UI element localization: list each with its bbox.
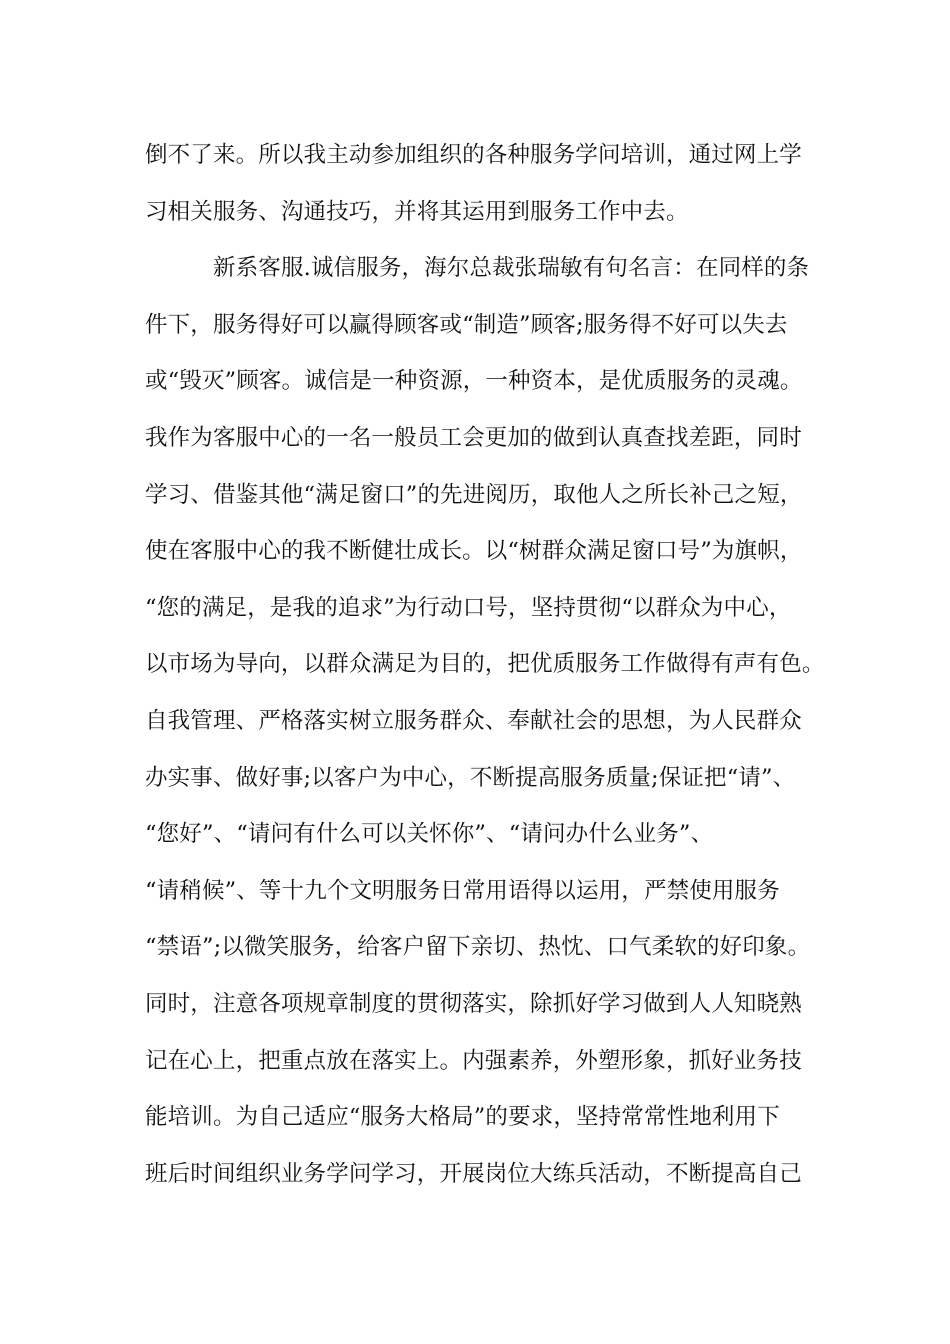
text-line-1: 倒不了来。所以我主动参加组织的各种服务学问培训，通过网上学 bbox=[145, 142, 802, 168]
text-line-7: 学习、借鉴其他“满足窗口”的先进阅历，取他人之所长补己之短， bbox=[145, 481, 803, 508]
text-line-13: “您好”、“请问有什么可以关怀你”、“请问办什么业务”、 bbox=[145, 821, 714, 848]
text-line-15: “禁语”;以微笑服务，给客户留下亲切、热忱、口气柔软的好印象。 bbox=[145, 934, 811, 961]
text-line-19: 班后时间组织业务学问学习，开展岗位大练兵活动，不断提高自己 bbox=[145, 1160, 802, 1187]
text-line-18: 能培训。为自己适应“服务大格局”的要求，坚持常常性地利用下 bbox=[145, 1104, 780, 1131]
text-line-8: 使在客服中心的我不断健壮成长。以“树群众满足窗口号”为旗帜， bbox=[145, 538, 803, 565]
text-line-12: 办实事、做好事;以客户为中心，不断提高服务质量;保证把“请”、 bbox=[145, 764, 796, 791]
text-line-10: 以市场为导向，以群众满足为目的，把优质服务工作做得有声有色。 bbox=[145, 651, 825, 678]
text-line-6: 我作为客服中心的一名一般员工会更加的做到认真查找差距，同时 bbox=[145, 424, 802, 451]
text-line-4: 件下，服务得好可以赢得顾客或“制造”顾客;服务得不好可以失去 bbox=[145, 311, 788, 338]
text-line-11: 自我管理、严格落实树立服务群众、奉献社会的思想，为人民群众 bbox=[145, 707, 802, 734]
text-line-17: 记在心上，把重点放在落实上。内强素养，外塑形象，抓好业务技 bbox=[145, 1047, 802, 1074]
text-line-3: 新系客服.诚信服务，海尔总裁张瑞敏有句名言：在同样的条 bbox=[213, 255, 810, 282]
text-line-9: “您的满足，是我的追求”为行动口号，坚持贯彻“以群众为中心， bbox=[145, 594, 792, 621]
text-line-14: “请稍候”、等十九个文明服务日常用语得以运用，严禁使用服务 bbox=[145, 877, 780, 904]
text-line-16: 同时，注意各项规章制度的贯彻落实，除抓好学习做到人人知晓熟 bbox=[145, 990, 802, 1017]
body-text bbox=[145, 127, 825, 1202]
text-line-2: 习相关服务、沟通技巧，并将其运用到服务工作中去。 bbox=[145, 198, 689, 225]
text-line-5: 或“毁灭”顾客。诚信是一种资源，一种资本，是优质服务的灵魂。 bbox=[145, 368, 803, 395]
